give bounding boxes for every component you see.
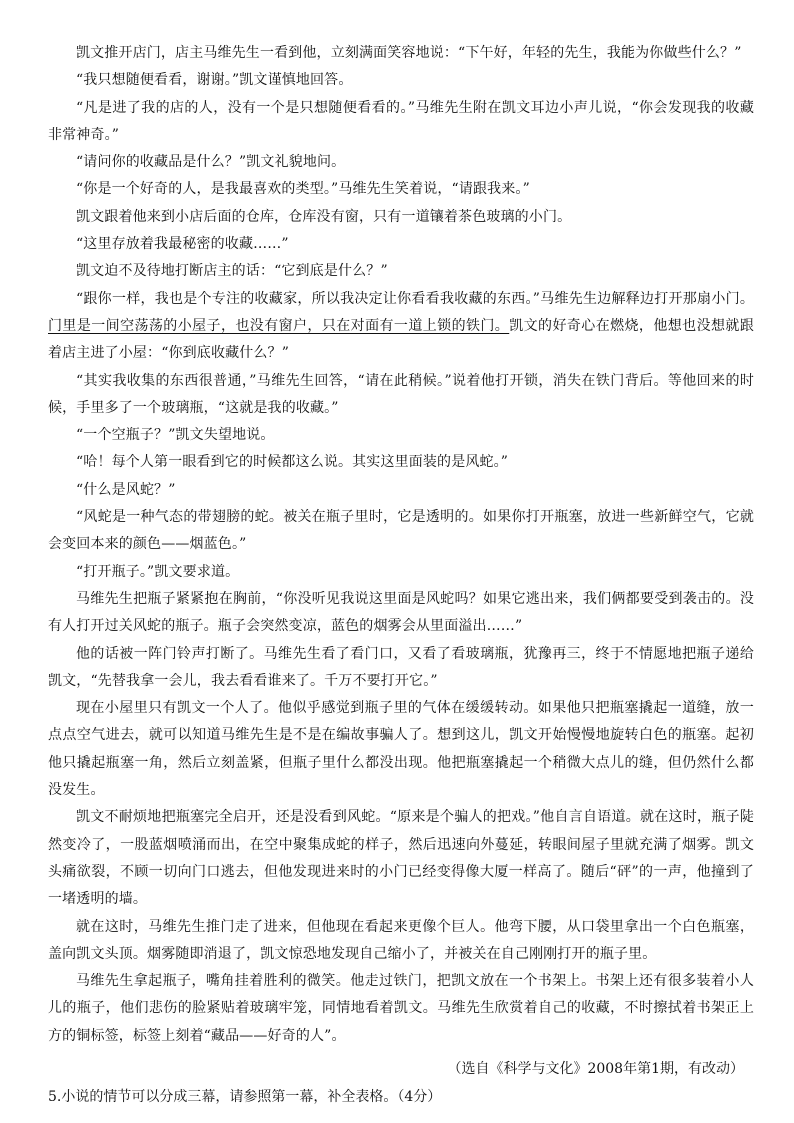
paragraph-text: “跟你一样，我也是个专注的收藏家，所以我决定让你看看我收藏的东西。”马维先生边解释边打开那扇小门。 [76,290,754,307]
paragraph: “一个空瓶子？”凯文失望地说。 [76,427,275,444]
paragraph: 凯文不耐烦地把瓶塞完全启开，还是没看到风蛇。“原来是个骗人的把戏。”他自言自语道。就在这时，瓶子陡然变冷了，一股蓝烟喷涌而出，在空中聚集成蛇的样子，然后迅速向外蔓延，转眼间屋子里就充满了烟雾。凯文头痛欲裂，不顾一切向门口逃去，但他发现进来时的小门已经变得像大厦一样高了。随后“砰”的一声，他撞到了一堵透明的墙。 [48,809,754,908]
paragraph: “其实我收集的东西很普通，”马维先生回答，“请在此稍候。”说着他打开锁，消失在铁门背后。等他回来的时候，手里多了一个玻璃瓶，“这就是我的收藏。” [48,372,754,416]
paragraph: 凯文推开店门，店主马维先生一看到他，立刻满面笑容地说：“下午好，年轻的先生，我能为你做些什么？” [76,45,742,61]
document-page [48,40,754,1110]
paragraph: 现在小屋里只有凯文一个人了。他似乎感觉到瓶子里的气体在缓缓转动。如果他只把瓶塞撬起一道缝，放一点点空气进去，就可以知道马维先生是不是在编故事骗人了。想到这儿，凯文开始慢慢地旋转白色的瓶塞。起初他只撬起瓶塞一角，然后立刻盖紧，但瓶子里什么都没出现。他把瓶塞撬起一个稍微大点儿的缝，但仍然什么都没发生。 [48,700,754,799]
paragraph: “风蛇是一种气态的带翅膀的蛇。被关在瓶子里时，它是透明的。如果你打开瓶塞，放进一些新鲜空气，它就会变回本来的颜色——烟蓝色。” [48,509,754,553]
paragraph: “我只想随便看看，谢谢。”凯文谨慎地回答。 [76,72,353,89]
question-text: 5.小说的情节可以分成三幕，请参照第一幕，补全表格。（4分） [48,1088,442,1105]
paragraph: “请问你的收藏品是什么？”凯文礼貌地问。 [76,154,346,171]
source-citation: （选自《科学与文化》2008年第1期，有改动） [447,1060,744,1077]
paragraph: “你是一个好奇的人，是我最喜欢的类型。”马维先生笑着说，“请跟我来。” [76,181,530,198]
underlined-sentence: 门里是一间空荡荡的小屋子，也没有窗户，只在对面有一道上锁的铁门。 [48,317,510,334]
paragraph: “什么是风蛇？” [76,481,176,498]
paragraph: 他的话被一阵门铃声打断了。马维先生看了看门口，又看了看玻璃瓶，犹豫再三，终于不情愿地把瓶子递给凯文，“先替我拿一会儿，我去看看谁来了。千万不要打开它。” [48,645,754,689]
paragraph-with-underline [48,286,754,368]
paragraph: 凯文迫不及待地打断店主的话：“它到底是什么？” [76,263,388,280]
paragraph: 凯文跟着他来到小店后面的仓库，仓库没有窗，只有一道镶着茶色玻璃的小门。 [76,208,572,225]
paragraph: “这里存放着我最秘密的收藏……” [76,236,289,253]
paragraph: 就在这时，马维先生推门走了进来，但他现在看起来更像个巨人。他弯下腰，从口袋里拿出一个白色瓶塞，盖向凯文头顶。烟雾随即消退了，凯文惊恐地发现自己缩小了，并被关在自己刚刚打开的瓶子里。 [48,918,754,962]
paragraph-text: 凯文的好奇心在燃烧，他想也没想就跟着店主进了小屋：“你到底收藏什么？” [48,317,754,362]
paragraph: “哈！每个人第一眼看到它的时候都这么说。其实这里面装的是风蛇。” [76,454,509,471]
paragraph: “打开瓶子。”凯文要求道。 [76,563,240,580]
paragraph: 马维先生拿起瓶子，嘴角挂着胜利的微笑。他走过铁门，把凯文放在一个书架上。书架上还有很多装着小人儿的瓶子，他们悲伤的脸紧贴着玻璃牢笼，同情地看着凯文。马维先生欣赏着自己的收藏，不时擦拭着书架正上方的铜标签，标签上刻着“藏品——好奇的人”。 [48,973,754,1044]
paragraph: 马维先生把瓶子紧紧抱在胸前，“你没听见我说这里面是风蛇吗？如果它逃出来，我们俩都要受到袭击的。没有人打开过关风蛇的瓶子。瓶子会突然变凉，蓝色的烟雾会从里面溢出……” [48,590,754,635]
paragraph: “凡是进了我的店的人，没有一个是只想随便看看的。”马维先生附在凯文耳边小声儿说，“你会发现我的收藏非常神奇。” [48,99,754,143]
